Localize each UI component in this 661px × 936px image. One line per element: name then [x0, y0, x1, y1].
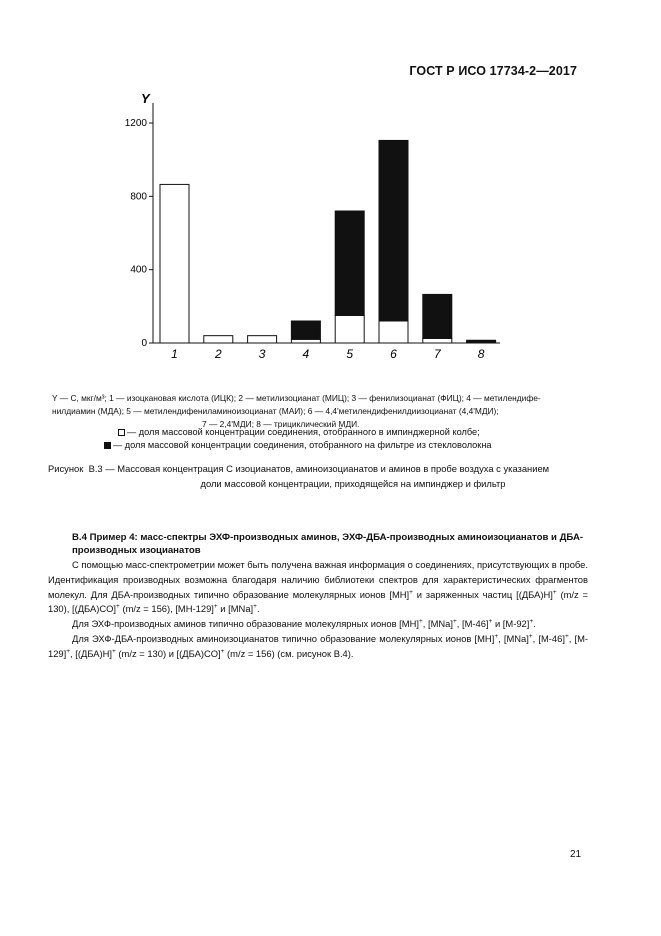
x-tick-label: 7: [433, 347, 441, 361]
legend-open-text: — доля массовой концентрации соединения, отобранного в импинджерной колбе;: [127, 427, 480, 437]
x-tick-label: 4: [302, 347, 310, 361]
x-tick-label: 1: [171, 347, 178, 361]
y-tick-label: 400: [130, 264, 147, 276]
bar-impinger-1: [160, 184, 189, 343]
x-tick-label: 3: [258, 347, 266, 361]
paragraph-3: Для ЭХФ-ДБА-производных аминоизоцианатов типично образование молекулярных ионов [MH]+, [MNa]+, [M-46]+, [M-129]+, [(ДБА)H]+ (m/z = 130) и [(ДБА)CO]+ (m/z = 156) (см. рисунок В.4).: [48, 632, 588, 659]
bar-filter-5: [335, 211, 364, 316]
figure-caption-line-1: Массовая концентрация C изоцианатов, аминоизоцианатов и аминов в пробе воздуха с указанием: [117, 463, 550, 474]
paragraph-2: Для ЭХФ-производных аминов типично образование молекулярных ионов [MH]+, [MNa]+, [M-46]+ и [M-92]+.: [72, 618, 536, 630]
legend-filled-square: [104, 440, 492, 450]
page-number: 21: [570, 849, 582, 860]
bar-chart: [0, 0, 661, 380]
body-text: [48, 558, 588, 662]
legend-caption-line-2: нилдиамин (МДА); 5 — метилендифениламиноизоцианат (МАИ); 6 — 4,4'метилендифенилдиизоцианат (4,4'МДИ);: [52, 406, 499, 416]
bar-impinger-2: [204, 336, 233, 343]
filled-square-icon: [104, 442, 111, 449]
x-tick-label: 8: [477, 347, 485, 361]
paragraph-1: С помощью масс-спектрометрии может быть получена важная информация о соединениях, присутствующих в пробе. Идентификация производных возможна благодаря наличию библиотеки спектров для характеристических фрагментов молекул. Для ДБА-производных типично образование молекулярных ионов [MH]+ и заряженных частиц [(ДБА)H]+ (m/z = 130), [(ДБА)CO]+ (m/z = 156), [MH-129]+ и [MNa]+.: [48, 559, 589, 615]
open-square-icon: [118, 429, 125, 436]
figure-label: Рисунок В.3 —: [48, 463, 115, 474]
bar-filter-8: [467, 340, 496, 342]
figure-caption-line-2: доли массовой концентрации, приходящейся на импинджер и фильтр: [200, 477, 506, 489]
x-tick-label: 2: [214, 347, 222, 361]
y-tick-label: 0: [141, 338, 147, 349]
bar-impinger-6: [379, 321, 408, 343]
bar-impinger-5: [335, 316, 364, 344]
y-axis-label: Y: [141, 91, 150, 106]
y-tick-label: 1200: [124, 118, 147, 129]
bar-filter-6: [379, 140, 408, 321]
x-tick-label: 6: [390, 347, 397, 361]
figure-caption: [48, 462, 588, 491]
y-tick-label: 800: [130, 191, 147, 203]
legend-filled-text: — доля массовой концентрации соединения, отобранного на фильтре из стекловолокна: [113, 440, 492, 450]
section-title: В.4 Пример 4: масс-спектры ЭХФ-производных аминов, ЭХФ-ДБА-производных аминоизоцианатов и ДБА-производных изоцианатов: [72, 532, 584, 556]
legend-caption: [52, 392, 592, 431]
legend-caption-line-1: Y — C, мкг/м³; 1 — изоцкановая кислота (ИЦК); 2 — метилизоцианат (МИЦ); 3 — фенилизоцианат (ФИЦ); 4 — метилендифе-: [52, 393, 541, 403]
legend-open-square: [118, 427, 480, 437]
bar-impinger-7: [423, 338, 452, 343]
document-header: ГОСТ Р ИСО 17734-2—2017: [409, 64, 577, 78]
legend-caption-line-3: 7 — 2,4'МДИ; 8 — трициклический МДИ.: [202, 419, 360, 429]
bar-filter-7: [423, 294, 452, 338]
bar-filter-4: [291, 321, 320, 339]
x-tick-label: 5: [346, 347, 354, 361]
bar-impinger-4: [291, 339, 320, 343]
bar-impinger-3: [248, 336, 277, 343]
